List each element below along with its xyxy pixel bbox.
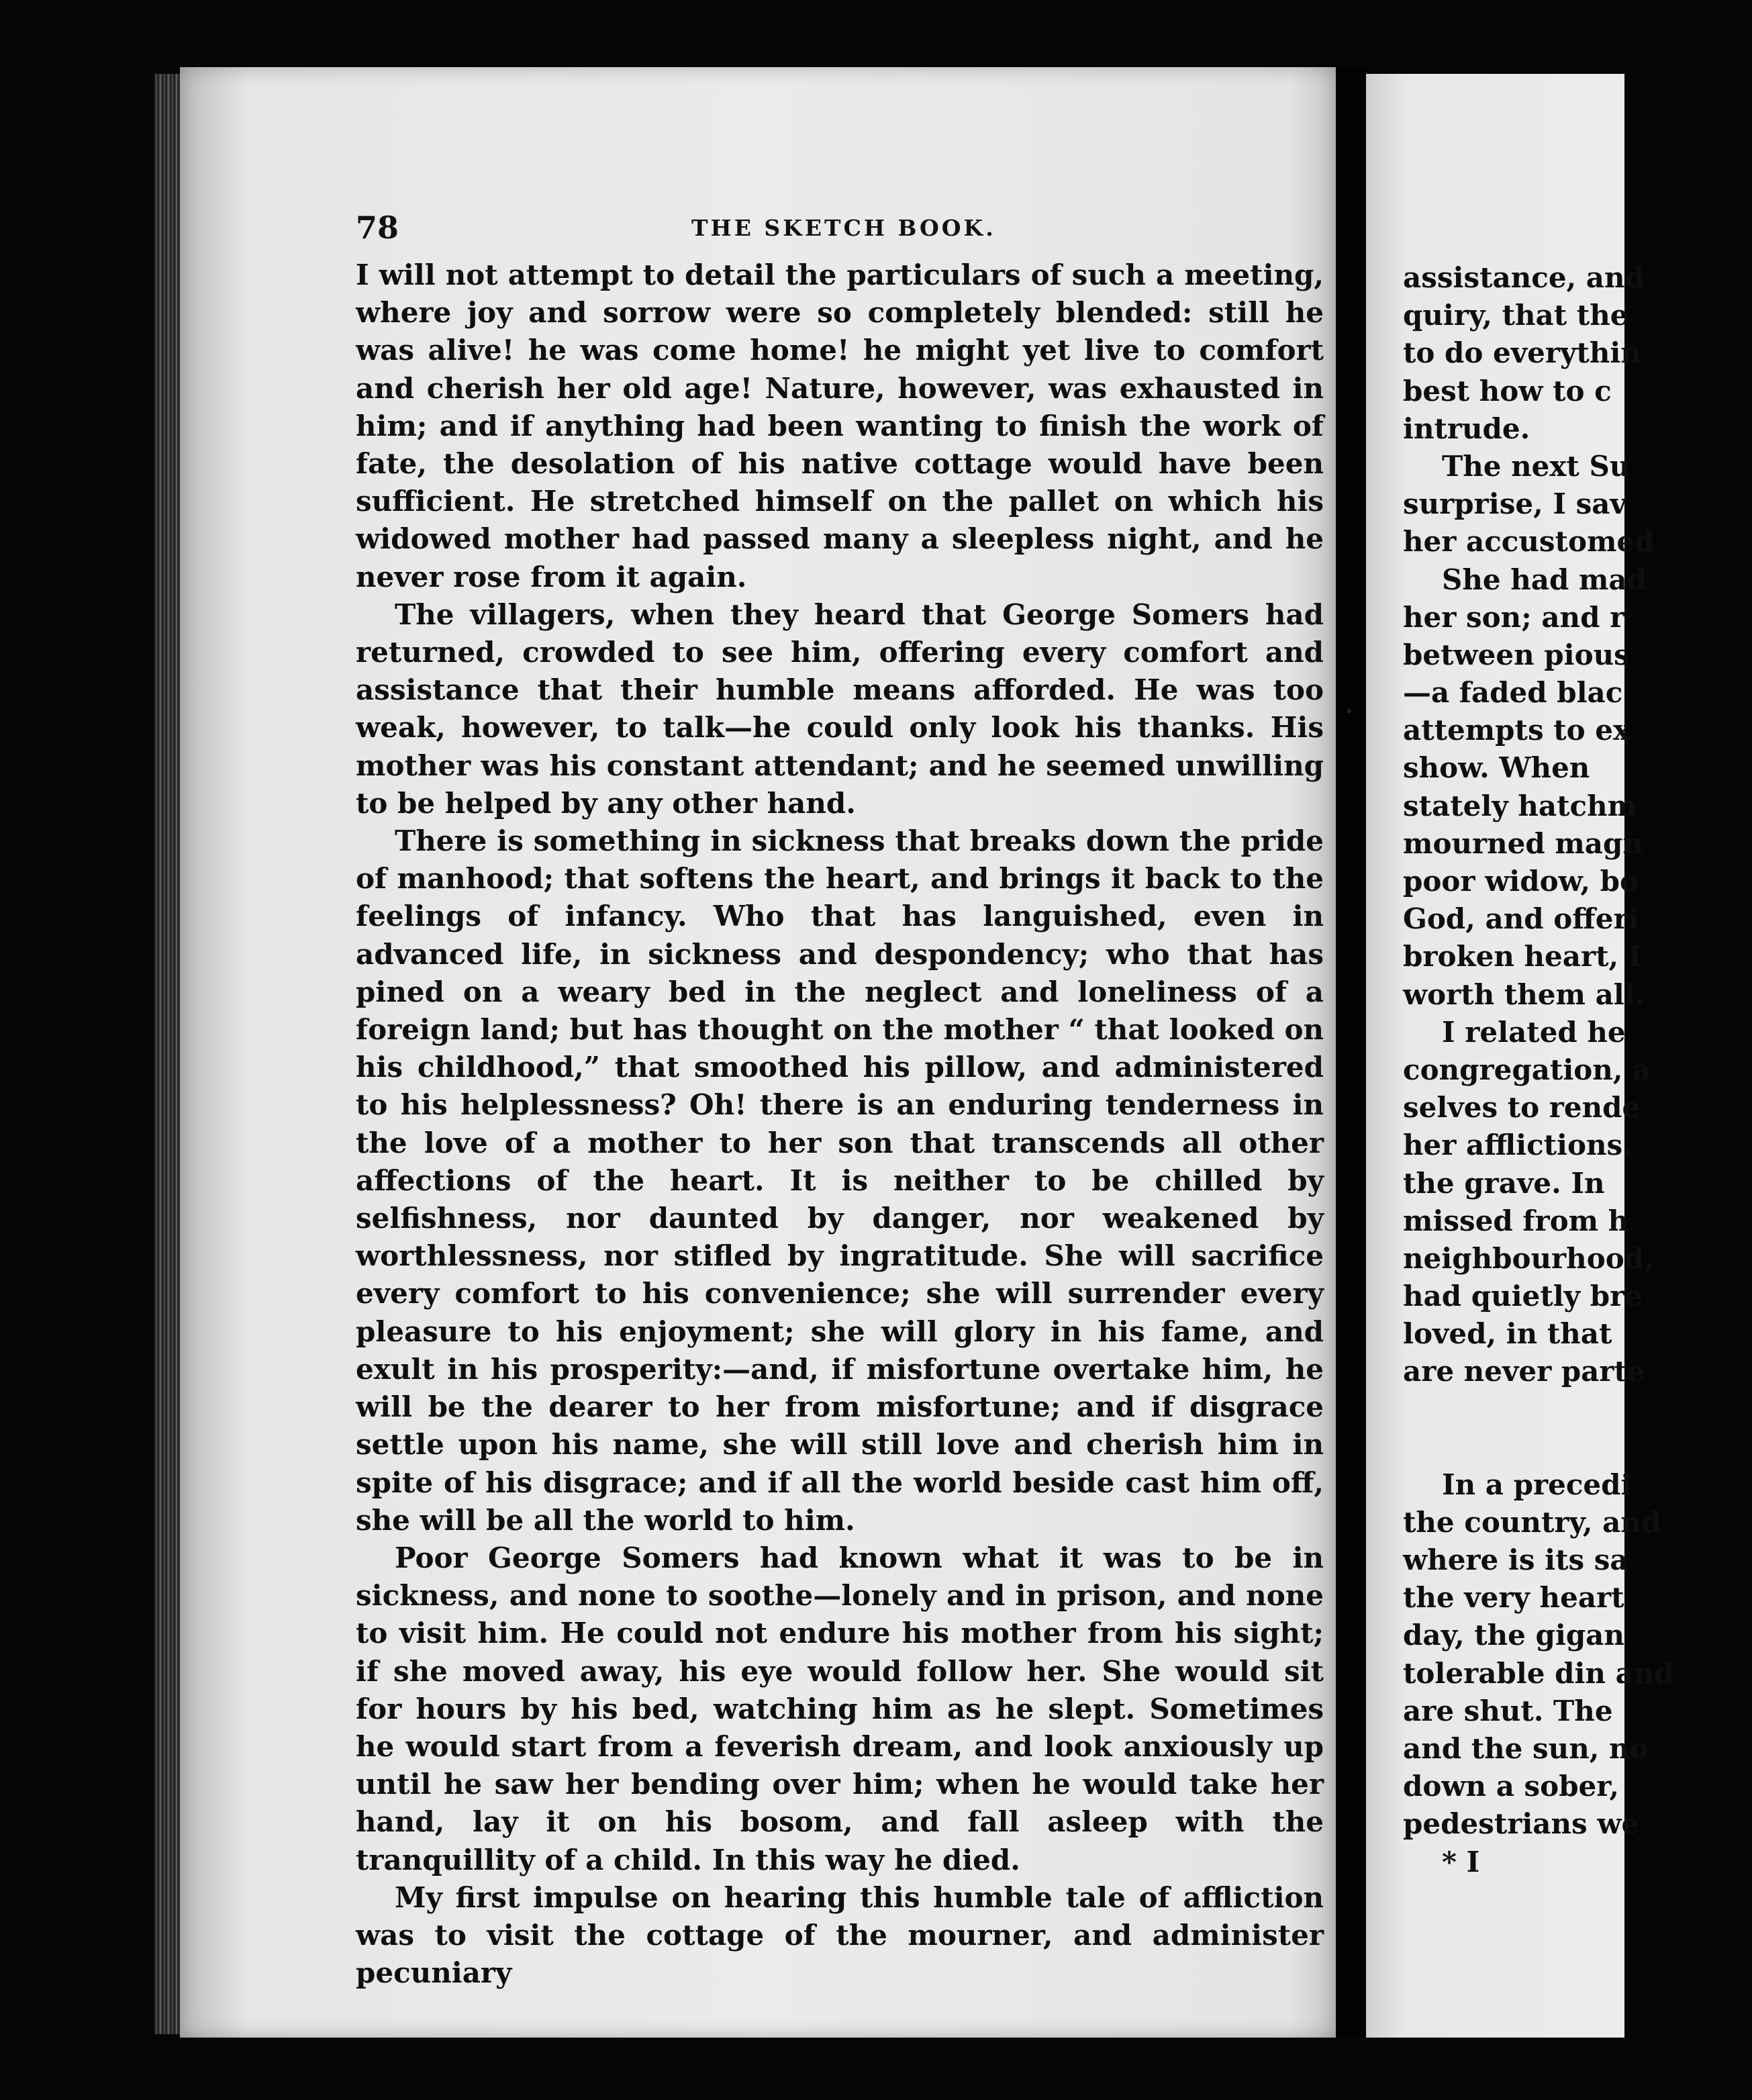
text-line: the grave. In (1403, 1166, 1605, 1200)
text-line: congregation, a (1403, 1053, 1651, 1086)
text-line: intrude. (1403, 412, 1530, 445)
text-line: mourned magn (1403, 826, 1643, 860)
text-line: her afflictions. (1403, 1129, 1633, 1162)
paragraph: There is something in sickness that breaks down the pride of manhood; that softens the heart, and brings it back to the feelings of infancy. Who that has languished, even in advanced life, in sickness and despondency; who that has pined on a weary bed in the neglect and loneliness of a foreign land; but has thought on the mother “ that looked on his childhood,” that smoothed his pillow, and administered to his helplessness? Oh! there is an enduring tenderness in the love of a mother to her son that transcends all other affections of the heart. It is neither to be chilled by selfishness, nor daunted by danger, nor weakened by worthlessness, nor stifled by ingratitude. She will sacrifice every comfort to his convenience; she will surrender every pleasure to his enjoyment; she will glory in his fame, and exult in his prosperity:—and, if misfortune overtake him, he will be the dearer to her from misfortune; and if disgrace settle upon his name, she will still love and cherish him in spite of his disgrace; and if all the world beside cast him off, she will be all the world to him. (356, 824, 1324, 1537)
text-line: her son; and r (1403, 600, 1625, 634)
text-line: assistance, and (1403, 261, 1645, 294)
right-page-text (1403, 259, 1752, 1881)
text-line: between pious (1403, 638, 1630, 671)
text-line: God, and offeri (1403, 902, 1639, 936)
text-line: worth them all. (1403, 977, 1645, 1011)
running-head (356, 209, 1322, 250)
text-line: and the sun, no (1403, 1731, 1649, 1765)
book-page-edges (154, 74, 181, 2034)
text-line: —a faded blac (1403, 676, 1623, 710)
running-title: THE SKETCH BOOK. (691, 215, 996, 241)
text-line: pedestrians we (1403, 1807, 1640, 1841)
text-line: surprise, I sav (1403, 487, 1626, 521)
book-gutter (1336, 67, 1366, 2038)
section-break (1403, 1391, 1752, 1466)
text-line: her accustomed (1403, 525, 1655, 559)
text-line: show. When (1403, 751, 1590, 785)
text-line: broken heart, I (1403, 940, 1642, 973)
text-line: had quietly bre (1403, 1280, 1643, 1313)
text-line: loved, in that (1403, 1317, 1612, 1351)
text-line: In a precedi (1442, 1468, 1632, 1501)
text-line: where is its sa (1403, 1543, 1628, 1576)
text-line: the very heart (1403, 1581, 1624, 1615)
text-line: are never parte (1403, 1355, 1645, 1388)
text-line: stately hatchm (1403, 789, 1638, 822)
text-line: best how to c (1403, 374, 1612, 408)
left-page-text (356, 256, 1324, 1992)
paragraph: My first impulse on hearing this humble tale of affliction was to visit the cottage of the mourner, and administer pecuniary (356, 1880, 1324, 1990)
text-line: the country, and (1403, 1505, 1661, 1539)
right-page (1366, 74, 1674, 2038)
footnote-line: * I (1442, 1845, 1480, 1878)
paragraph: I will not attempt to detail the particulars of such a meeting, where joy and sorrow were so completely blended: still he was alive! he was come home! he might yet live to comfort and cherish her old age! Nature, however, was exhausted in him; and if anything had been wanting to finish the work of fate, the desolation of his native cottage would have been sufficient. He stretched himself on the pallet on which his widowed mother had passed many a sleepless night, and he never rose from it again. (356, 258, 1324, 593)
text-line: poor widow, bo (1403, 865, 1639, 898)
text-line: selves to rende (1403, 1091, 1641, 1125)
text-line: I related he (1442, 1015, 1626, 1049)
text-line: are shut. The (1403, 1694, 1613, 1727)
stray-mark: ◦ (1346, 705, 1353, 718)
page-number: 78 (356, 209, 399, 246)
paragraph: Poor George Somers had known what it was to be in sickness, and none to soothe—lonely and in prison, and none to visit him. He could not endure his mother from his sight; if she moved away, his eye would follow her. She would sit for hours by his bed, watching him as he slept. Sometimes he would start from a feverish dream, and look anxiously up until he saw her bending over him; when he would take her hand, lay it on his bosom, and fall asleep with the tranquillity of a child. In this way he died. (356, 1541, 1324, 1876)
text-line: She had mad (1442, 563, 1647, 596)
text-line: down a sober, (1403, 1770, 1619, 1803)
text-line: attempts to ex (1403, 714, 1631, 747)
text-line: The next Su (1442, 449, 1631, 483)
text-line: day, the gigan (1403, 1619, 1624, 1652)
text-line: neighbourhood, (1403, 1241, 1654, 1275)
text-line: to do everythin (1403, 336, 1641, 370)
text-line: quiry, that the (1403, 299, 1628, 332)
text-line: tolerable din and (1403, 1656, 1674, 1690)
text-line: missed from h (1403, 1204, 1629, 1237)
paragraph: The villagers, when they heard that George Somers had returned, crowded to see him, offering every comfort and assistance that their humble means afforded. He was too weak, however, to talk—he could only look his thanks. His mother was his constant attendant; and he seemed unwilling to be helped by any other hand. (356, 598, 1324, 820)
